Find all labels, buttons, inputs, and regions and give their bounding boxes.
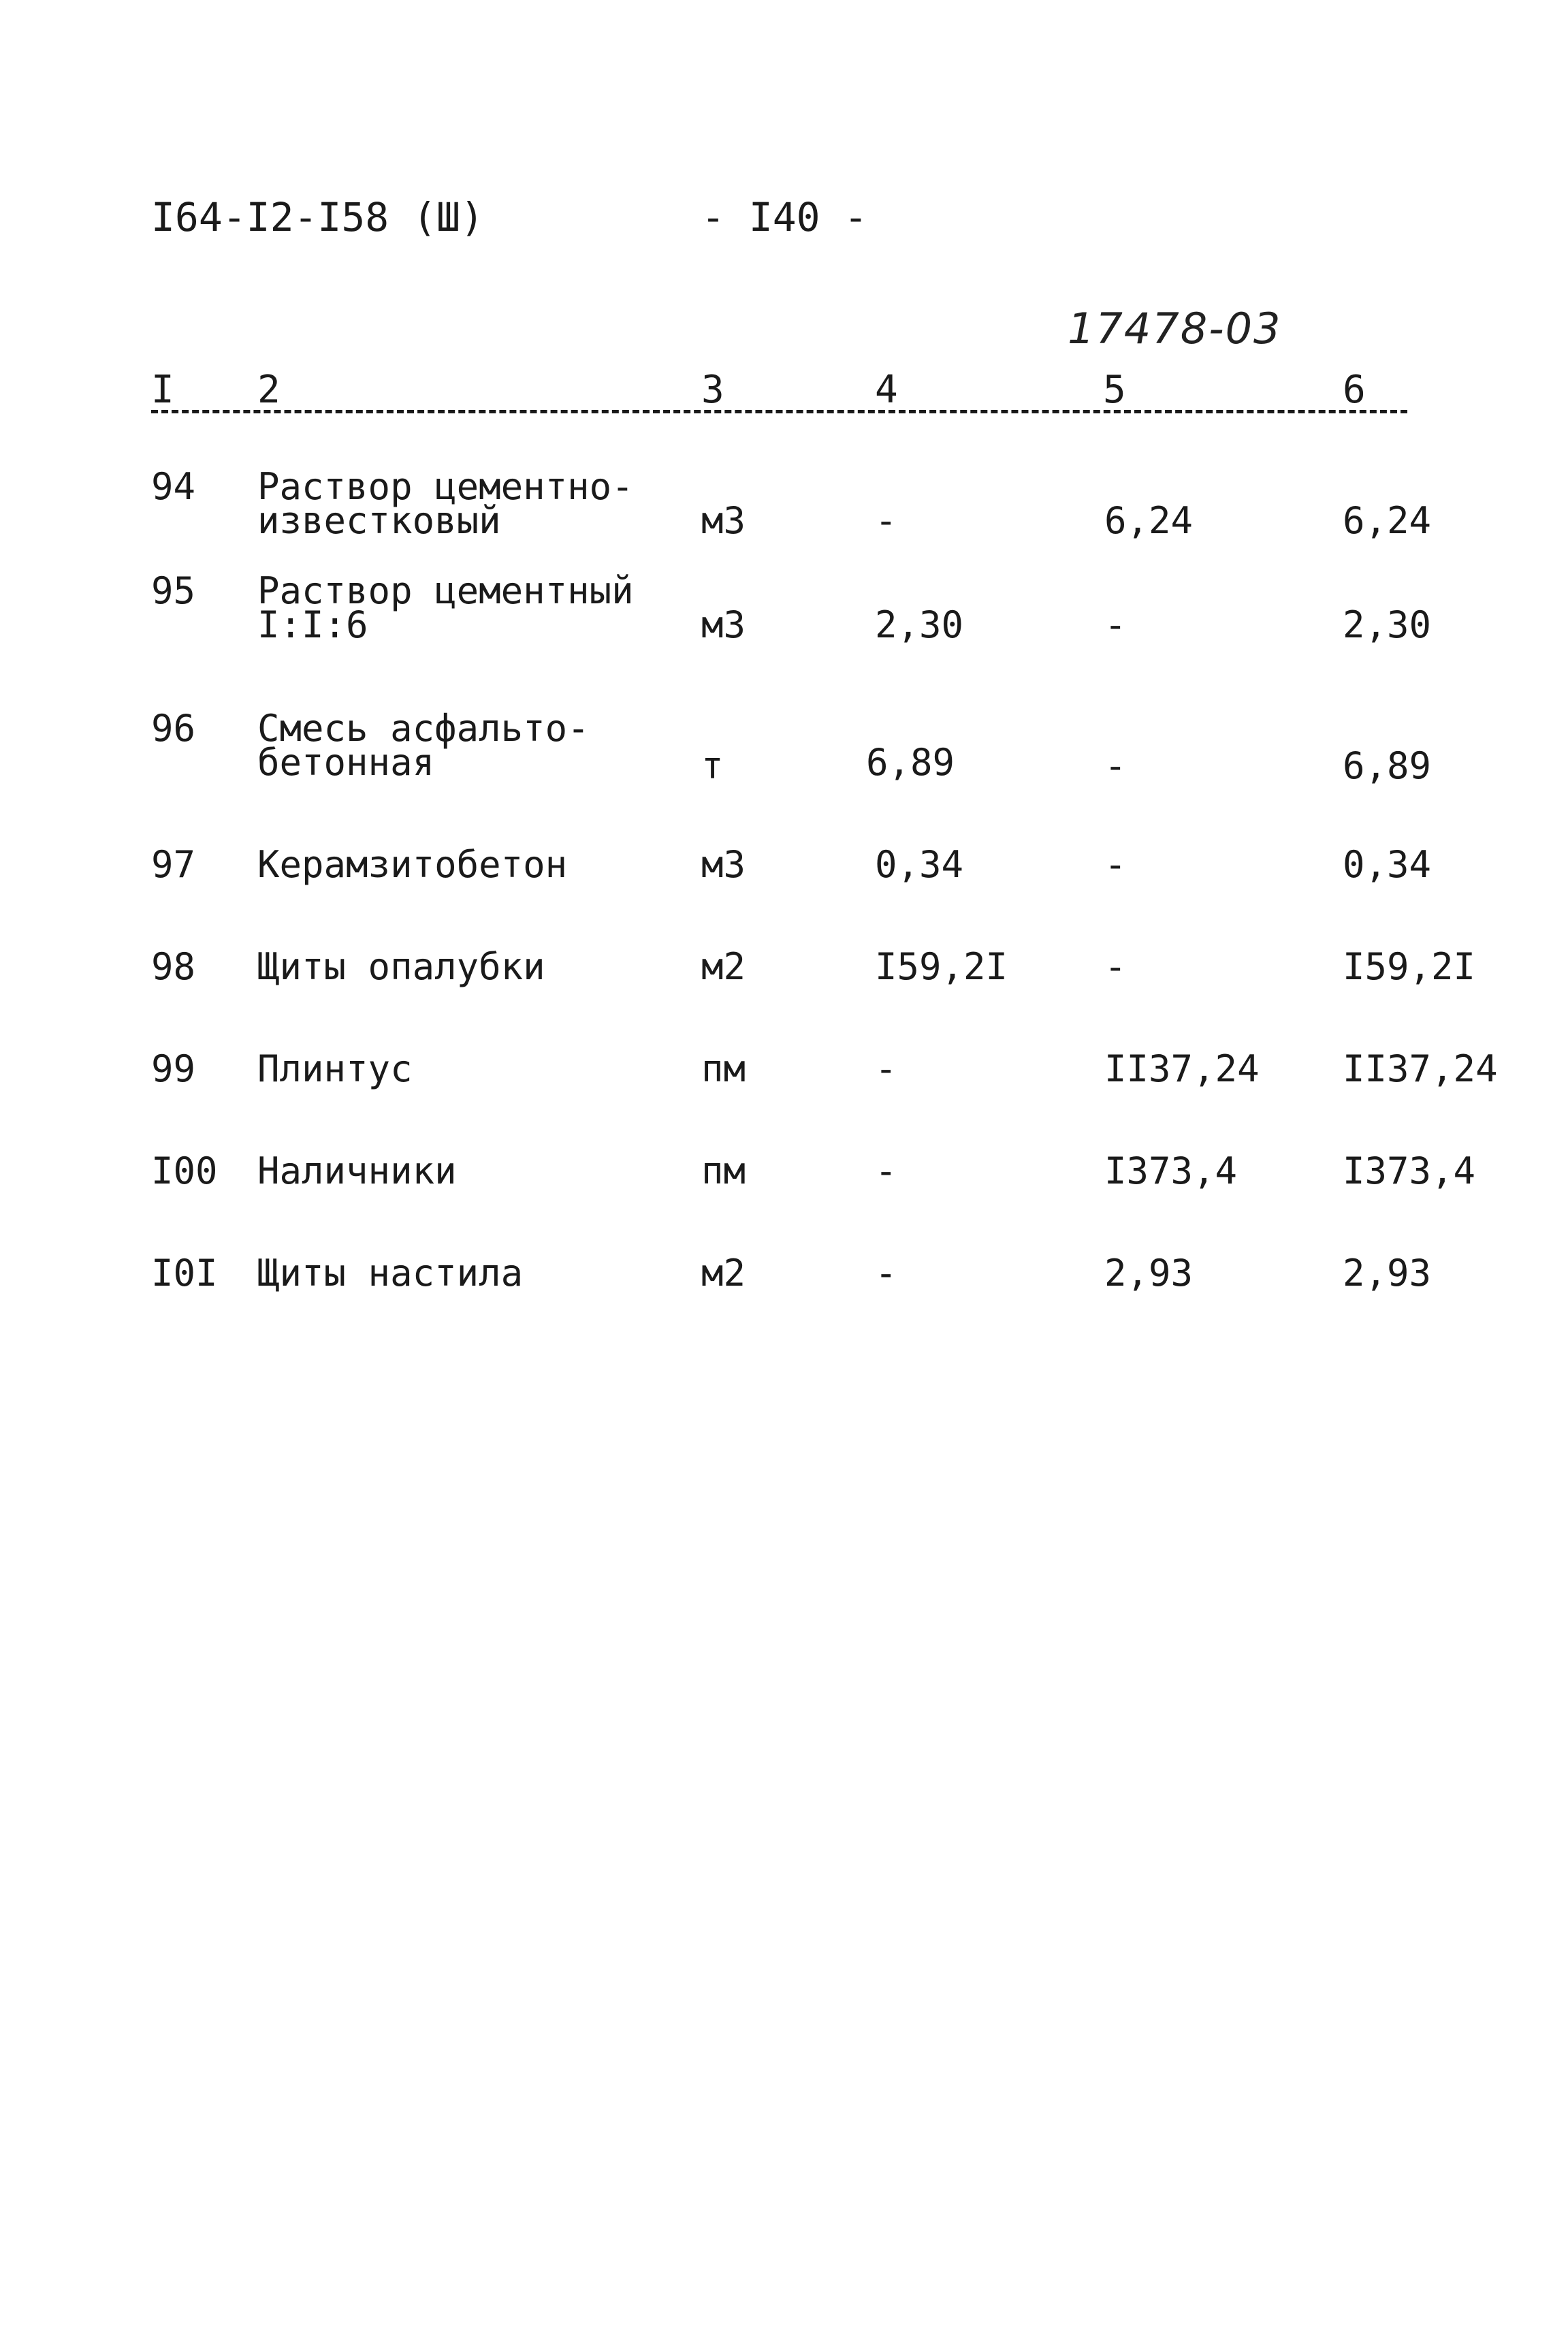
row-number: 96	[151, 707, 196, 750]
value-col4: 6,89	[866, 741, 955, 784]
row-number: 94	[151, 465, 196, 508]
item-name-line1: Смесь асфальто-	[257, 707, 590, 750]
item-name-line1: Щиты настила	[257, 1252, 524, 1295]
row-number: 98	[151, 945, 196, 988]
item-name-line1: Плинтус	[257, 1047, 413, 1090]
value-col6: I59,2I	[1343, 945, 1476, 988]
value-col5: -	[1104, 843, 1127, 886]
value-col4: 0,34	[875, 843, 964, 886]
item-name-line2: бетонная	[257, 741, 435, 784]
column-header-6: 6	[1343, 368, 1366, 412]
item-name-line1: Керамзитобетон	[257, 843, 568, 886]
unit: пм	[701, 1047, 746, 1090]
value-col6: 6,89	[1343, 744, 1432, 787]
item-name-line1: Раствор цементный	[257, 569, 634, 612]
value-col4: I59,2I	[875, 945, 1008, 988]
item-name-line1: Раствор цементно-	[257, 465, 634, 508]
unit: т	[701, 744, 724, 787]
value-col4: 2,30	[875, 603, 964, 646]
unit: м2	[701, 945, 746, 988]
value-col5: 6,24	[1104, 499, 1194, 542]
header-dashed-rule	[151, 410, 1407, 413]
item-name-line2: известковый	[257, 499, 501, 542]
value-col4: -	[875, 1047, 897, 1090]
unit: м3	[701, 499, 746, 542]
value-col6: 2,93	[1343, 1252, 1432, 1295]
value-col6: II37,24	[1343, 1047, 1498, 1090]
row-number: I00	[151, 1149, 218, 1192]
value-col6: I373,4	[1343, 1149, 1476, 1192]
handwritten-note: 17478-03	[1068, 304, 1282, 353]
value-col4: -	[875, 499, 897, 542]
column-header-5: 5	[1103, 368, 1126, 412]
row-number: I0I	[151, 1252, 218, 1295]
document-code: I64-I2-I58 (Ш)	[151, 194, 484, 240]
page-number: - I40 -	[701, 194, 868, 240]
value-col6: 6,24	[1343, 499, 1432, 542]
value-col4: -	[875, 1252, 897, 1295]
value-col4: -	[875, 1149, 897, 1192]
item-name-line2: I:I:6	[257, 603, 368, 646]
value-col6: 0,34	[1343, 843, 1432, 886]
row-number: 97	[151, 843, 196, 886]
column-header-4: 4	[875, 368, 898, 412]
value-col5: 2,93	[1104, 1252, 1194, 1295]
value-col5: II37,24	[1104, 1047, 1260, 1090]
unit: м3	[701, 603, 746, 646]
column-header-3: 3	[701, 368, 724, 412]
value-col5: -	[1104, 945, 1127, 988]
unit: м2	[701, 1252, 746, 1295]
unit: пм	[701, 1149, 746, 1192]
row-number: 99	[151, 1047, 196, 1090]
value-col6: 2,30	[1343, 603, 1432, 646]
unit: м3	[701, 843, 746, 886]
row-number: 95	[151, 569, 196, 612]
value-col5: -	[1104, 744, 1127, 787]
column-header-2: 2	[257, 368, 281, 412]
value-col5: I373,4	[1104, 1149, 1238, 1192]
item-name-line1: Щиты опалубки	[257, 945, 545, 988]
value-col5: -	[1104, 603, 1127, 646]
column-header-1: I	[151, 368, 174, 412]
item-name-line1: Наличники	[257, 1149, 457, 1192]
